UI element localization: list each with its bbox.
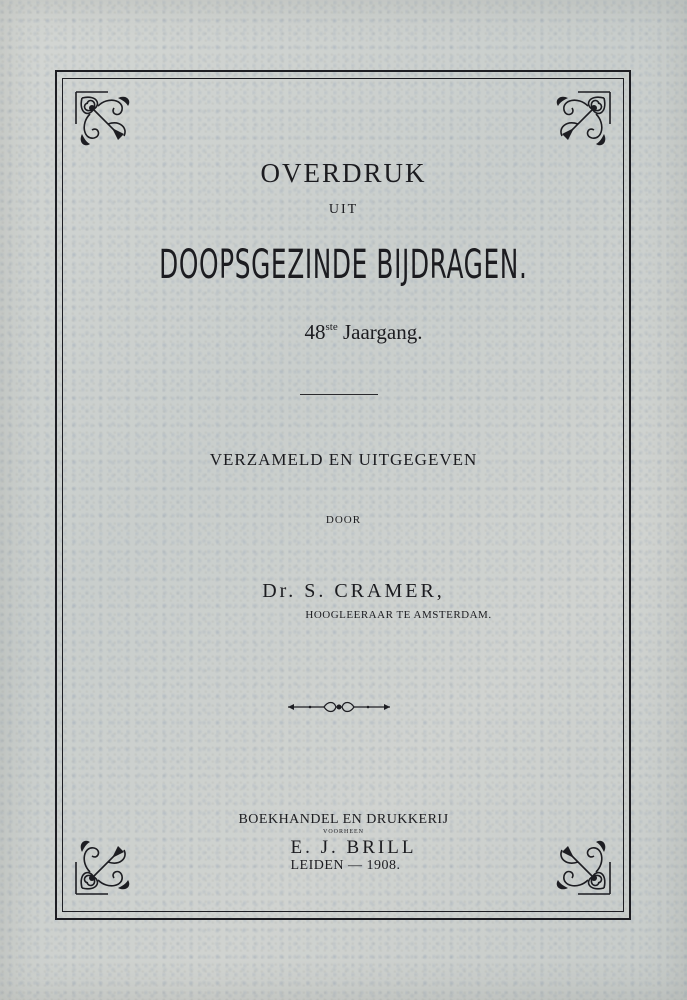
place-year: LEIDEN — 1908. [290,858,401,873]
overdruk-heading: OVERDRUK [260,158,427,188]
corner-ornament-icon [68,84,146,162]
journal-title: DOOPSGEZINDE BIJDRAGEN. [159,242,528,288]
publisher-line: BOEKHANDEL EN DRUKKERIJ [238,812,449,827]
volume-number: 48 [304,320,326,344]
publisher-name: E. J. BRILL [290,837,417,858]
uit-label: UIT [328,202,359,217]
voorheen-label: VOORHEEN [323,829,364,835]
volume-line [20,320,687,345]
author-name: Dr. S. CRAMER, [262,580,445,602]
volume-suffix: ste [325,321,338,333]
corner-ornament-icon [540,84,618,162]
door-label: DOOR [325,514,362,526]
collected-published-line: VERZAMELD EN UITGEGEVEN [209,450,478,469]
author-title: HOOGLEERAAR TE AMSTERDAM. [305,609,492,621]
short-divider-rule [300,394,378,395]
volume-label: Jaargang. [337,320,423,344]
flourish-divider-icon [286,699,392,715]
